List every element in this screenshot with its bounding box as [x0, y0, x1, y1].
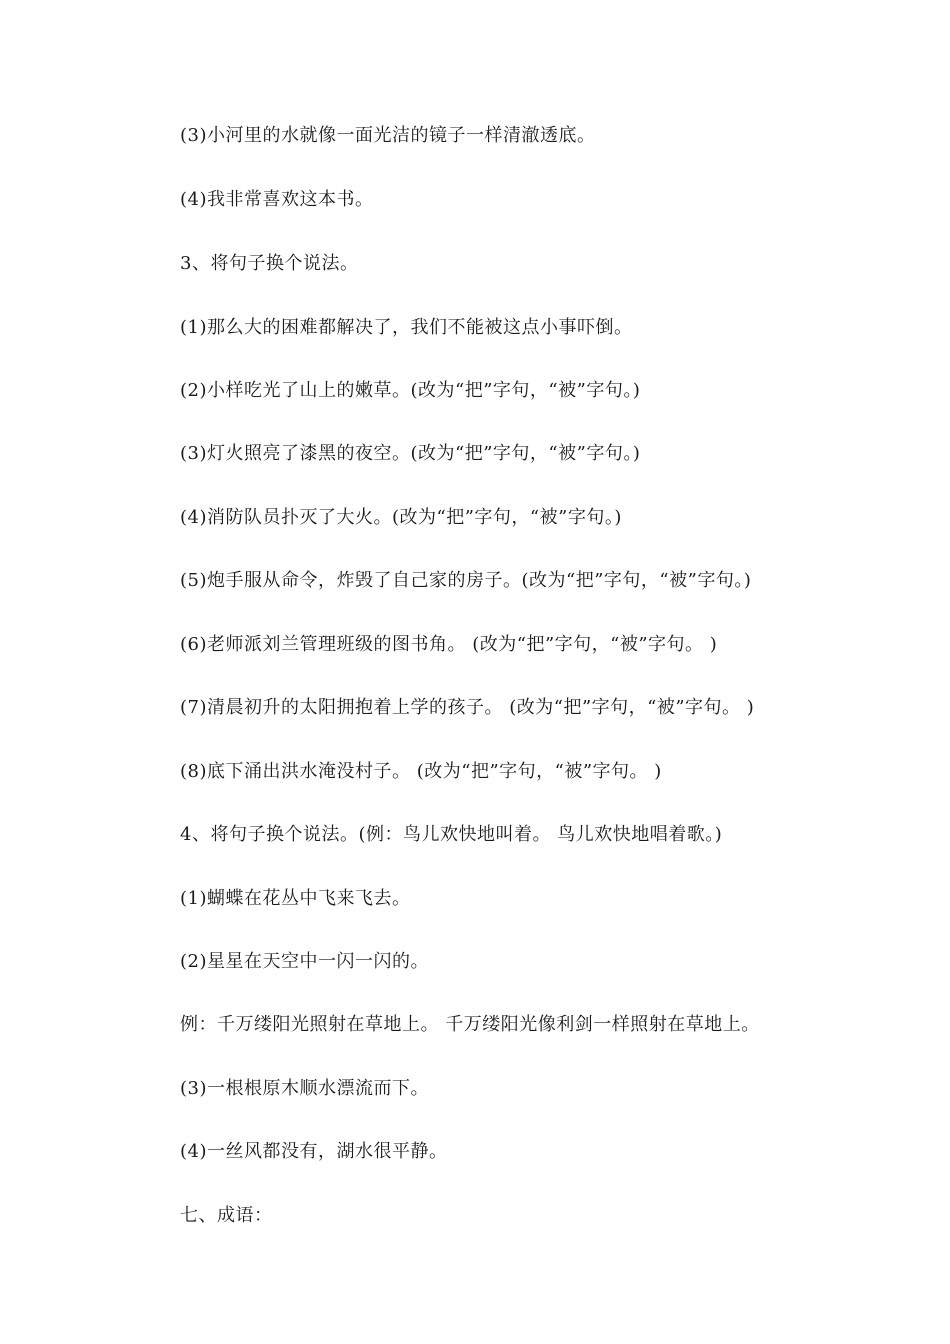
text-line: (1)蝴蝶在花丛中飞来飞去。	[180, 888, 411, 909]
text-line: (4)我非常喜欢这本书。	[180, 189, 374, 210]
text-line: (2)小样吃光了山上的嫩草。(改为“把”字句，“被”字句。)	[180, 380, 641, 401]
example-line: 例：千万缕阳光照射在草地上。 千万缕阳光像利剑一样照射在草地上。	[180, 1014, 760, 1035]
text-line: (2)星星在天空中一闪一闪的。	[180, 951, 429, 972]
text-line: (1)那么大的困难都解决了，我们不能被这点小事吓倒。	[180, 317, 633, 338]
section-heading: 4、将句子换个说法。(例：鸟儿欢快地叫着。 鸟儿欢快地唱着歌。)	[180, 824, 723, 845]
text-line: (5)炮手服从命令，炸毁了自己家的房子。(改为“把”字句，“被”字句。)	[180, 570, 752, 591]
text-line: (4)消防队员扑灭了大火。(改为“把”字句，“被”字句。)	[180, 507, 622, 528]
text-line: (8)底下涌出洪水淹没村子。 (改为“把”字句，“被”字句。 )	[180, 761, 662, 782]
text-line: (7)清晨初升的太阳拥抱着上学的孩子。 (改为“把”字句，“被”字句。 )	[180, 697, 755, 718]
section-heading: 3、将句子换个说法。	[180, 253, 359, 274]
text-line: (3)小河里的水就像一面光洁的镜子一样清澈透底。	[180, 125, 596, 146]
section-heading: 七、成语：	[180, 1205, 273, 1226]
text-line: (4)一丝风都没有，湖水很平静。	[180, 1141, 448, 1162]
text-line: (3)一根根原木顺水漂流而下。	[180, 1078, 429, 1099]
text-line: (6)老师派刘兰管理班级的图书角。 (改为“把”字句，“被”字句。 )	[180, 634, 718, 655]
text-line: (3)灯火照亮了漆黑的夜空。(改为“把”字句，“被”字句。)	[180, 443, 641, 464]
